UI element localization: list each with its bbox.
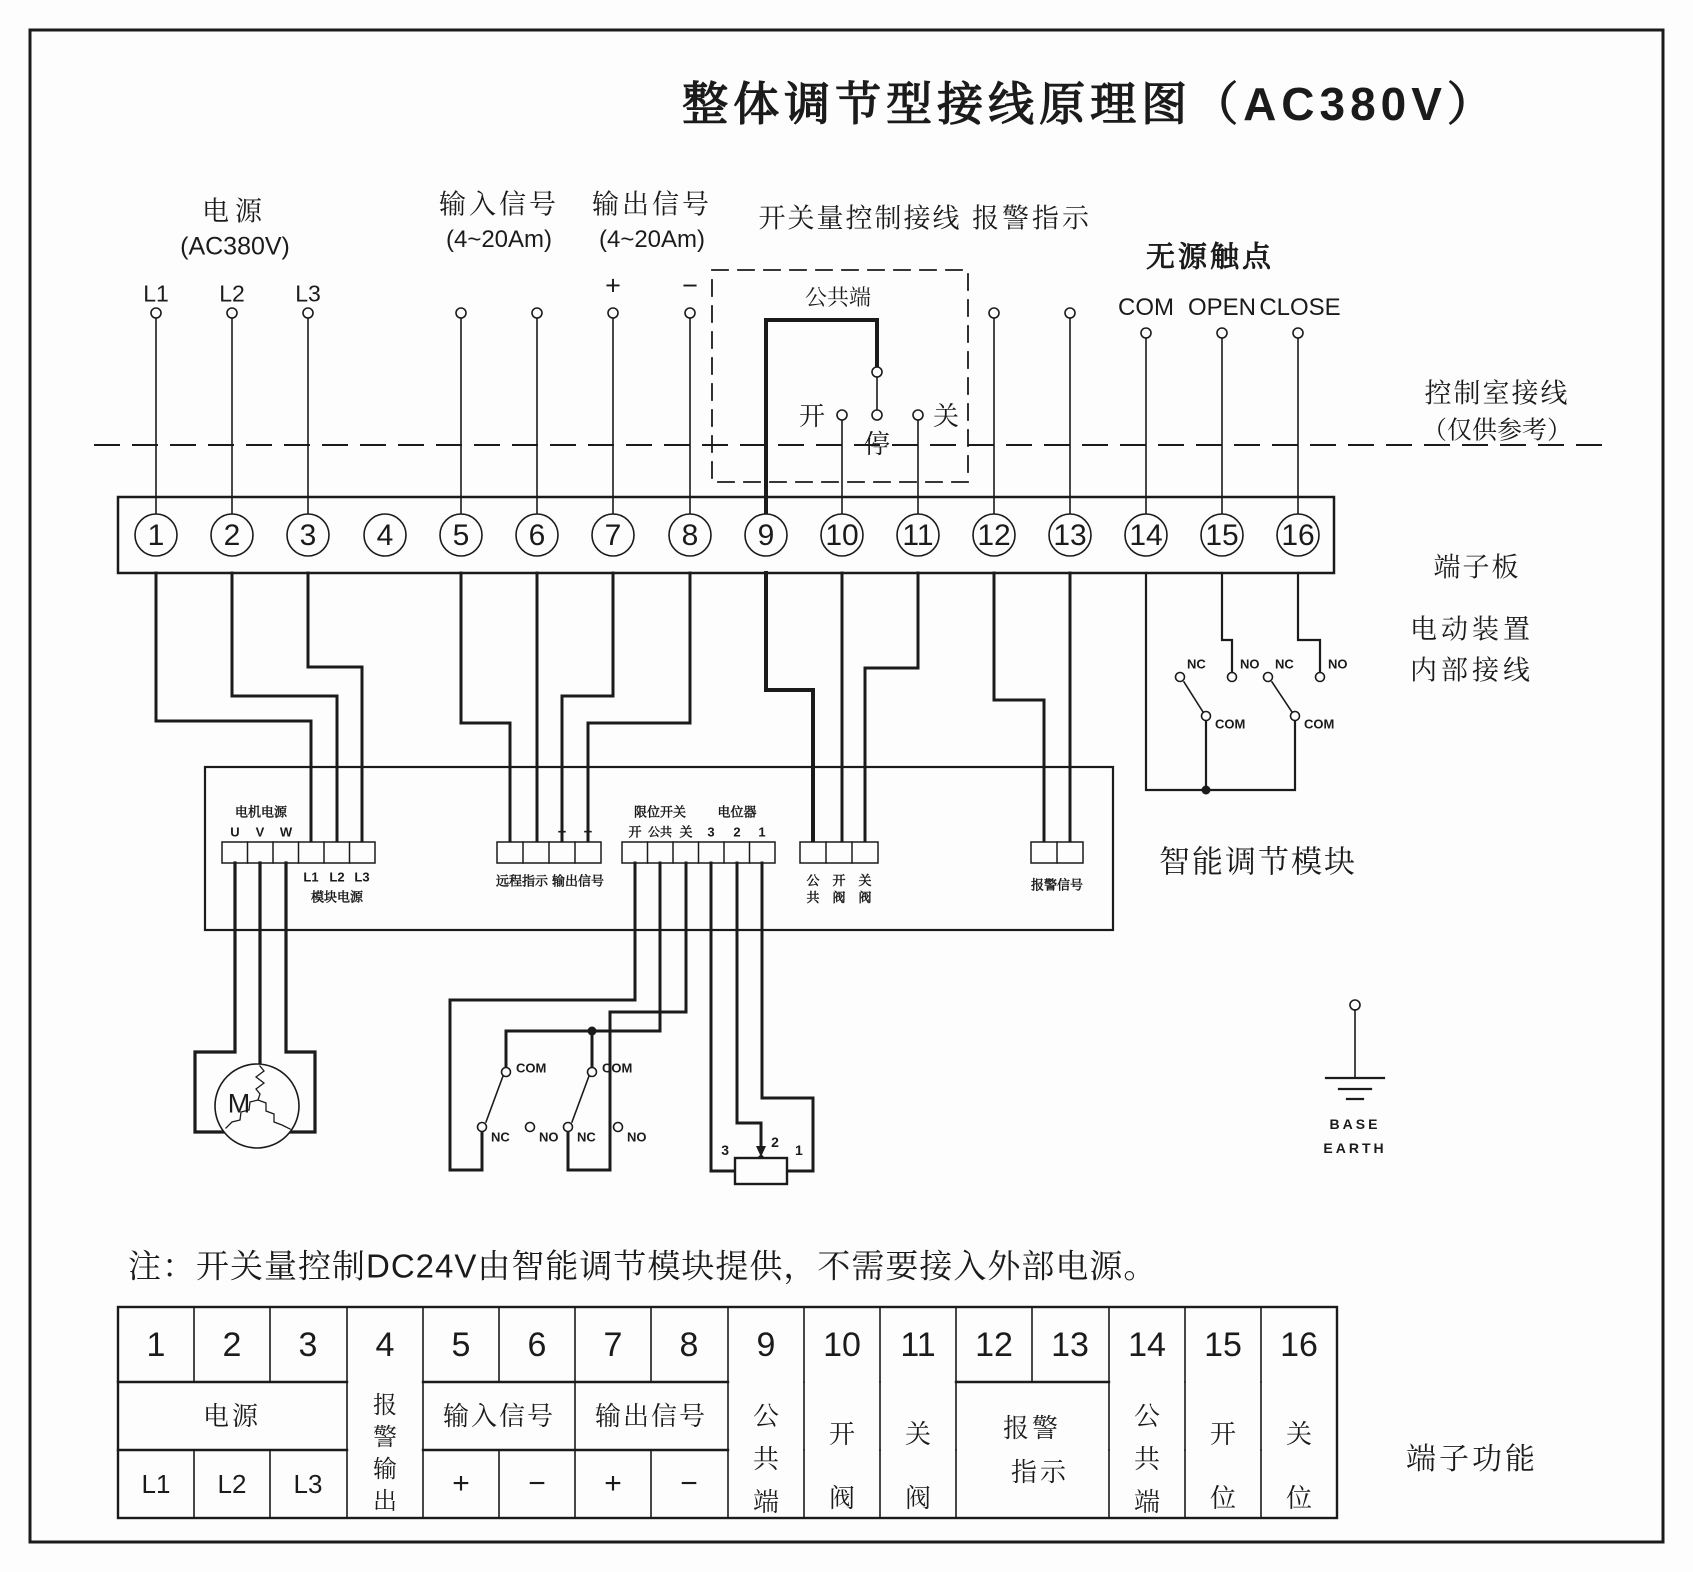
table-l3-cell: L3 [293, 1469, 323, 1499]
table-number-16: 16 [1280, 1326, 1318, 1364]
terminal-dot-alarm1 [989, 308, 999, 318]
label-L1: L1 [143, 280, 169, 307]
wire-pot-3 [711, 863, 735, 1171]
table-open-valve-cell: 开阀 [828, 1419, 856, 1513]
terminal-dot-L3 [303, 308, 313, 318]
label-L3: L3 [295, 280, 321, 307]
terminal-dot-stop-upper [872, 367, 882, 377]
module-l2-label: L2 [329, 869, 345, 885]
earth-symbol [1326, 1000, 1384, 1099]
control-room-label-2: （仅供参考） [1421, 416, 1573, 445]
output-signal-title: 输出信号 [592, 189, 712, 220]
terminal-dot-close [913, 410, 923, 420]
table-close-pos-cell: 关位 [1285, 1419, 1313, 1513]
block-limit-pot [622, 842, 775, 863]
earth-earth-label: EARTH [1323, 1140, 1387, 1156]
terminal-dot-L2 [227, 308, 237, 318]
board-number-13: 13 [1053, 519, 1087, 552]
wire-12-module [994, 573, 1044, 842]
module-u-label: U [230, 824, 240, 840]
terminal-dot-input-a [456, 308, 466, 318]
table-input-minus-cell: − [528, 1467, 546, 1500]
sw1-no-contact [1228, 673, 1237, 682]
alarm-signal-label: 报警信号 [1030, 877, 1084, 893]
table-number-7: 7 [603, 1326, 623, 1364]
table-alarm-out-cell: 报警输出 [373, 1392, 397, 1515]
terminal-dot-L1 [151, 308, 161, 318]
terminal-dot-stop-lower [872, 410, 882, 420]
sw2-com-pivot [1291, 712, 1300, 721]
open-en-label: OPEN [1187, 294, 1257, 321]
potentiometer-label: 电位器 [717, 804, 757, 820]
alarm-indication-title: 报警指示 [972, 203, 1092, 234]
potentiometer-body [735, 1158, 787, 1184]
table-number-13: 13 [1051, 1326, 1089, 1364]
remote-indication-label: 远程指示 [495, 873, 549, 889]
module-l3-label: L3 [354, 869, 370, 885]
table-close-valve-cell: 关阀 [904, 1419, 932, 1513]
wire-limit-common [506, 863, 660, 1067]
com-label: COM [1118, 294, 1174, 321]
wire-9-module-thick [766, 573, 813, 842]
output-signal-range: (4~20Am) [598, 226, 706, 253]
switch-control-title: 开关量控制接线 [758, 203, 962, 234]
limit-common-label: 公共 [647, 825, 673, 839]
stop-label: 停 [863, 429, 891, 459]
field-wires [156, 318, 1298, 514]
sw1-arm [1184, 682, 1203, 712]
table-number-row-verticals [194, 1307, 1261, 1382]
module-l1-label: L1 [303, 869, 319, 885]
pot-3-label: 3 [707, 824, 715, 840]
limit-sw-b-no [614, 1123, 623, 1132]
board-number-11: 11 [902, 519, 934, 552]
board-number-12: 12 [977, 519, 1011, 552]
module-v-label: V [255, 824, 265, 840]
block-remote-output [497, 842, 601, 863]
limit-sw-a-arm [486, 1076, 503, 1122]
terminal-dot-output-plus [608, 308, 618, 318]
limit-switches [478, 1068, 623, 1132]
wire-5-module [461, 573, 510, 842]
limit-sw-a-no-label: NO [539, 1129, 559, 1145]
sw1-no-label: NO [1240, 656, 1260, 672]
dry-contact-title: 无源触点 [1145, 241, 1275, 274]
input-signal-title: 输入信号 [439, 189, 559, 220]
wire-limit-close [568, 863, 686, 1170]
limit-common-junction-dot [588, 1027, 597, 1036]
sw1-nc-contact [1176, 673, 1185, 682]
limit-sw-b-nc-label: NC [577, 1129, 596, 1145]
table-number-14: 14 [1128, 1326, 1166, 1364]
output-plus-sign: + [605, 270, 621, 301]
board-number-2: 2 [223, 519, 241, 552]
limit-close-label: 关 [679, 824, 693, 840]
table-number-9: 9 [756, 1326, 776, 1364]
table-output-cell: 输出信号 [594, 1401, 708, 1431]
terminal-dot-input-b [532, 308, 542, 318]
wire-11-module [865, 573, 918, 842]
valve-open-label: 开阀 [832, 873, 846, 905]
power-subtitle: (AC380V) [180, 232, 290, 261]
table-number-15: 15 [1204, 1326, 1242, 1364]
terminal-dot-alarm2 [1065, 308, 1075, 318]
close-label: 关 [932, 401, 960, 431]
board-number-16: 16 [1281, 519, 1315, 552]
board-number-4: 4 [376, 519, 394, 552]
table-number-4: 4 [375, 1326, 395, 1364]
terminal-dot-com [1141, 328, 1151, 338]
earth-base-label: BASE [1329, 1116, 1381, 1132]
pot-2-label: 2 [733, 824, 741, 840]
sw1-com-pivot [1202, 712, 1211, 721]
table-l2-cell: L2 [217, 1469, 247, 1499]
wire-15-no [1222, 573, 1232, 672]
sw1-com-label: COM [1215, 716, 1246, 732]
sw2-nc-label: NC [1275, 656, 1294, 672]
earth-terminal-dot [1350, 1000, 1360, 1010]
sw2-arm [1272, 682, 1292, 712]
board-number-3: 3 [299, 519, 317, 552]
board-number-6: 6 [528, 519, 546, 552]
limit-sw-a-com [502, 1068, 511, 1077]
close-en-label: CLOSE [1259, 294, 1341, 321]
sw2-com-label: COM [1304, 716, 1335, 732]
table-input-cell: 输入信号 [442, 1401, 556, 1431]
table-output-minus-cell: − [680, 1467, 698, 1500]
table-number-6: 6 [527, 1326, 547, 1364]
table-power-cell: 电源 [202, 1401, 262, 1431]
limit-sw-a-no [526, 1123, 535, 1132]
pot-body-2-label: 2 [771, 1134, 779, 1150]
limit-sw-a-nc [478, 1123, 487, 1132]
motor-power-label: 电机电源 [234, 804, 288, 820]
wire-16-no [1298, 573, 1320, 672]
input-signal-range: (4~20Am) [445, 226, 553, 253]
wire-pot-2 [737, 863, 761, 1148]
table-alarm-ind-line2: 指示 [1010, 1457, 1070, 1487]
limit-sw-b-com-label: COM [602, 1060, 633, 1076]
valve-common-label: 公共 [806, 873, 820, 905]
internal-wires [156, 573, 1070, 842]
output-minus-sign: − [682, 270, 698, 301]
table-number-12: 12 [975, 1326, 1013, 1364]
table-number-10: 10 [823, 1326, 861, 1364]
module-output-label: 输出信号 [551, 873, 605, 889]
block-motor-power [222, 842, 375, 863]
wire-pot-1 [762, 863, 813, 1171]
block-valve-control [800, 842, 878, 863]
module-w-label: W [279, 824, 293, 840]
wire-2-module [232, 573, 337, 842]
field-terminal-dots [151, 308, 1303, 420]
pot-body-1-label: 1 [795, 1142, 803, 1158]
terminal-board-label: 端子板 [1433, 552, 1521, 583]
dry-contact-switches [1176, 673, 1325, 721]
table-l1-cell: L1 [141, 1469, 171, 1499]
sw2-no-contact [1316, 673, 1325, 682]
table-common9-cell: 公共端 [752, 1401, 780, 1517]
limit-sw-b-no-label: NO [627, 1129, 647, 1145]
sw2-nc-contact [1264, 673, 1273, 682]
control-room-label-1: 控制室接线 [1424, 378, 1570, 409]
terminal-dot-open-en [1217, 328, 1227, 338]
terminal-dot-close-en [1293, 328, 1303, 338]
diagram-note: 注：开关量控制DC24V由智能调节模块提供，不需要接入外部电源。 [128, 1247, 1158, 1285]
terminal-dot-output-minus [685, 308, 695, 318]
module-power-label: 模块电源 [310, 889, 364, 905]
limit-sw-a-nc-label: NC [491, 1129, 510, 1145]
common-terminal-label: 公共端 [804, 285, 872, 310]
limit-sw-b-com [588, 1068, 597, 1077]
label-L2: L2 [219, 280, 245, 307]
table-input-plus-cell: + [452, 1467, 470, 1500]
limit-sw-b-arm [572, 1076, 589, 1122]
table-number-11: 11 [900, 1326, 936, 1364]
limit-sw-b-nc [564, 1123, 573, 1132]
table-number-1: 1 [146, 1326, 166, 1364]
board-number-1: 1 [147, 519, 165, 552]
board-number-14: 14 [1129, 519, 1163, 552]
table-output-plus-cell: + [604, 1467, 622, 1500]
pot-body-3-label: 3 [721, 1142, 729, 1158]
table-bottom-verticals [194, 1450, 1261, 1518]
table-number-3: 3 [298, 1326, 318, 1364]
module-terminal-blocks [222, 842, 1083, 863]
page-title: 整体调节型接线原理图（AC380V） [682, 78, 1498, 130]
device-label-1: 电动装置 [1410, 614, 1534, 645]
table-open-pos-cell: 开位 [1209, 1419, 1237, 1513]
module-plus-label: + [557, 823, 567, 841]
motor-m-label: M [227, 1088, 251, 1119]
table-alarm-ind-line1: 报警 [1002, 1413, 1062, 1443]
sw2-no-label: NO [1328, 656, 1348, 672]
table-number-2: 2 [222, 1326, 242, 1364]
com-bus-junction-dot [1202, 786, 1211, 795]
wire-3-module [308, 573, 362, 842]
table-common14-cell: 公共端 [1133, 1401, 1161, 1517]
block-alarm-signal [1031, 842, 1083, 863]
wire-8-module [588, 573, 693, 842]
device-label-2: 内部接线 [1410, 655, 1534, 686]
terminal-dot-open [837, 410, 847, 420]
table-number-5: 5 [451, 1326, 471, 1364]
limit-sw-a-com-label: COM [516, 1060, 547, 1076]
limit-switch-label: 限位开关 [633, 804, 687, 820]
board-number-8: 8 [681, 519, 699, 552]
module-label: 智能调节模块 [1159, 844, 1357, 880]
pot-wiring [711, 863, 813, 1171]
wire-14-com-bus [1146, 573, 1295, 790]
board-number-5: 5 [452, 519, 470, 552]
board-number-10: 10 [825, 519, 859, 552]
valve-close-label: 关阀 [858, 873, 872, 905]
sw1-nc-label: NC [1187, 656, 1206, 672]
pot-1-label: 1 [758, 824, 766, 840]
power-title: 电源 [202, 196, 268, 227]
table-number-8: 8 [679, 1326, 699, 1364]
board-number-7: 7 [604, 519, 622, 552]
table-caption: 端子功能 [1406, 1443, 1538, 1476]
board-number-9: 9 [757, 519, 775, 552]
limit-open-label: 开 [628, 824, 642, 840]
open-label: 开 [798, 401, 826, 431]
board-number-15: 15 [1205, 519, 1239, 552]
module-minus-label: − [583, 823, 593, 841]
